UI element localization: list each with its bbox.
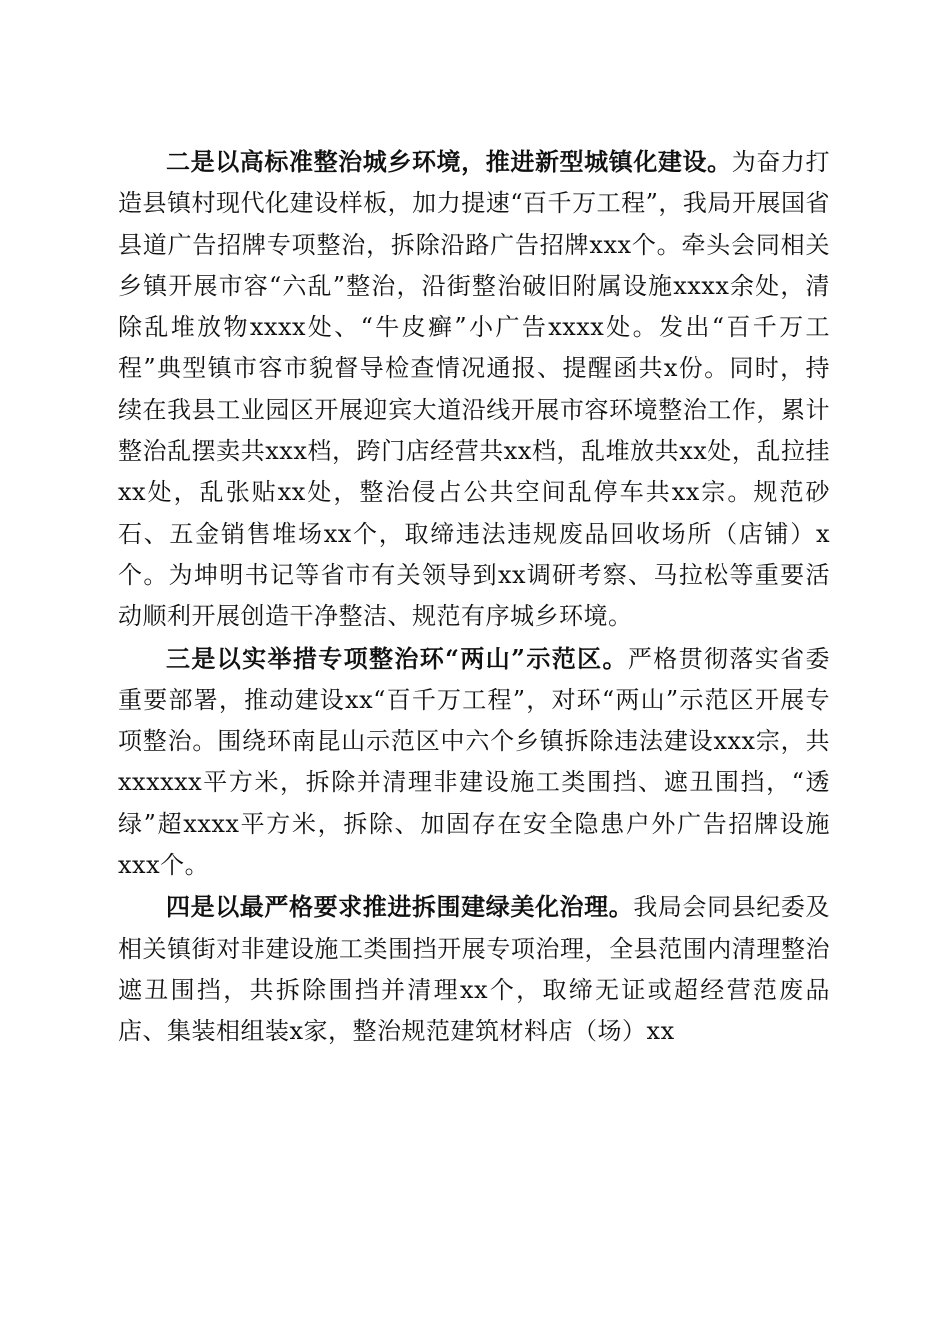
paragraph-3-body: 严格贯彻落实省委重要部署，推动建设xx“百千万工程”，对环“两山”示范区开展专项整治。围绕环南昆山示范区中六个乡镇拆除违法建设xxx宗，共xxxxxx平方米，拆除并清理非建设施工类围挡、遮丑围挡，“透绿”超xxxx平方米，拆除、加固存在安全隐患户外广告招牌设施xxx个。 [118, 644, 831, 880]
paragraph-3-lead: 三是以实举措专项整治环“两山”示范区。 [166, 643, 628, 673]
document-body [118, 141, 830, 1053]
paragraph-2 [118, 141, 830, 638]
paragraph-4-body: 我局会同县纪委及相关镇街对非建设施工类围挡开展专项治理，全县范围内清理整治遮丑围挡，共拆除围挡并清理xx个，取缔无证或超经营范废品店、集装相组装x家，整治规范建筑材料店（场）xx [118, 893, 831, 1046]
paragraph-3 [118, 638, 830, 887]
paragraph-4-lead: 四是以最严格要求推进拆围建绿美化治理。 [166, 892, 634, 922]
paragraph-4 [118, 886, 830, 1052]
paragraph-2-body: 为奋力打造县镇村现代化建设样板，加力提速“百千万工程”，我局开展国省县道广告招牌专项整治，拆除沿路广告招牌xxx个。牵头会同相关乡镇开展市容“六乱”整治，沿街整治破旧附属设施xxxx余处，清除乱堆放物xxxx处、“牛皮癣”小广告xxxx处。发出“百千万工程”典型镇市容市貌督导检查情况通报、提醒函共x份。同时，持续在我县工业园区开展迎宾大道沿线开展市容环境整治工作，累计整治乱摆卖共xxx档，跨门店经营共xx档，乱堆放共xx处，乱拉挂xx处，乱张贴xx处，整治侵占公共空间乱停车共xx宗。规范砂石、五金销售堆场xx个，取缔违法违规废品回收场所（店铺）x个。为坤明书记等省市有关领导到xx调研考察、马拉松等重要活动顺利开展创造干净整洁、规范有序城乡环境。 [118, 148, 831, 631]
paragraph-2-lead: 二是以高标准整治城乡环境，推进新型城镇化建设。 [166, 147, 732, 176]
